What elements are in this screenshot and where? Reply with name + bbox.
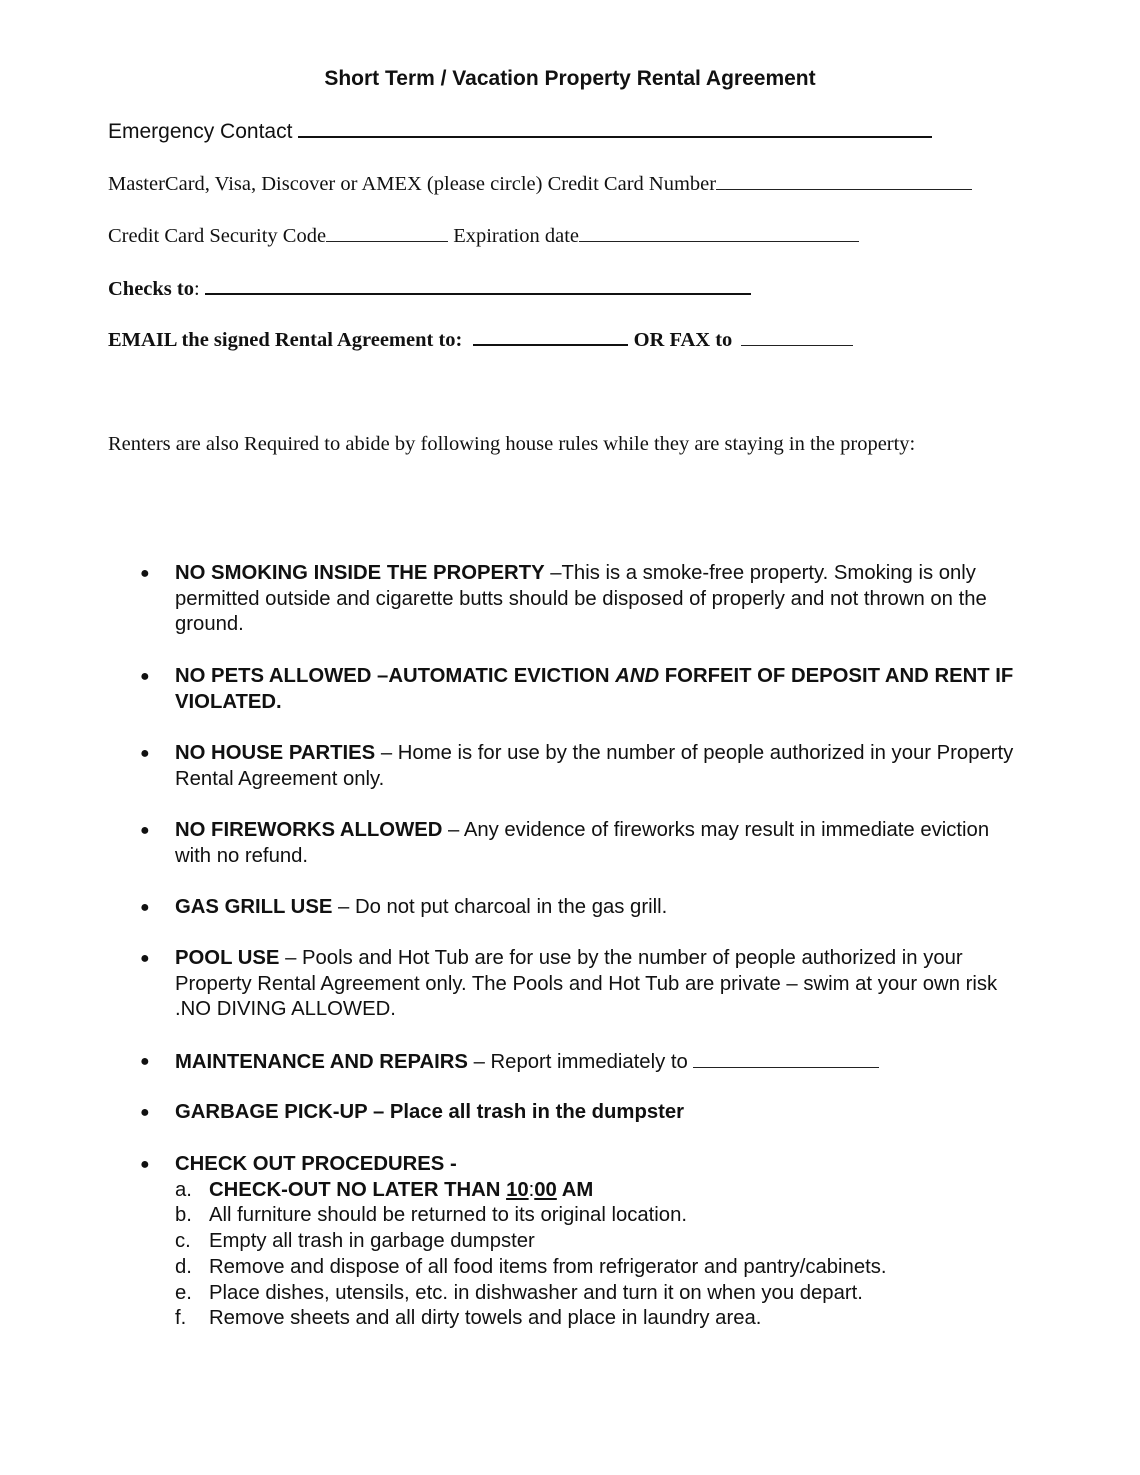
checks-row <box>108 275 751 301</box>
rule-item <box>140 741 1020 792</box>
item-letter: b. <box>175 1204 192 1227</box>
bullet-icon: ● <box>140 950 150 967</box>
security-code-label: Credit Card Security Code <box>108 225 327 247</box>
bullet-icon: ● <box>140 1053 150 1070</box>
rule-item <box>140 895 1020 921</box>
security-row <box>108 223 859 248</box>
fax-label: OR FAX to <box>633 329 733 351</box>
checkout-item <box>175 1203 1020 1229</box>
rule-item <box>140 664 1020 715</box>
checks-colon: : <box>193 278 200 300</box>
item-letter: e. <box>175 1281 192 1304</box>
credit-card-number-field[interactable] <box>716 171 972 190</box>
email-row <box>108 326 853 352</box>
item-letter: c. <box>175 1230 191 1253</box>
rule-item <box>140 1100 1020 1126</box>
credit-card-label: MasterCard, Visa, Discover or AMEX (please circle) Credit Card Number <box>108 173 717 195</box>
checkout-item <box>175 1229 1020 1255</box>
rule-text: –This is a smoke-free property. Smoking is only permitted outside and cigarette butts should be disposed of properly and not thrown on the ground. <box>175 562 987 636</box>
rule-text: – Report immediately to <box>467 1051 694 1073</box>
rule-text: – Home is for use by the number of people authorized in your Property Rental Agreement only. <box>175 742 1014 790</box>
bullet-icon: ● <box>140 1104 150 1121</box>
rule-text: – Any evidence of fireworks may result in immediate eviction with no refund. <box>175 819 990 867</box>
house-rules-intro: Renters are also Required to abide by following house rules while they are staying in the property: <box>108 433 916 455</box>
rule-lead: NO PETS ALLOWED –AUTOMATIC EVICTION <box>175 665 616 687</box>
expiration-date-label: Expiration date <box>453 225 579 247</box>
time-separator: : <box>528 1178 535 1201</box>
checkout-item <box>175 1255 1020 1281</box>
credit-card-row <box>108 171 972 196</box>
item-text: Remove sheets and all dirty towels and place in laundry area. <box>209 1307 762 1330</box>
email-label: EMAIL the signed Rental Agreement to: <box>108 329 463 351</box>
item-letter: d. <box>175 1255 192 1278</box>
rule-lead-continued: FORFEIT OF DEPOSIT AND RENT IF VIOLATED. <box>175 665 1014 713</box>
emergency-contact-row <box>108 118 932 144</box>
bullet-icon: ● <box>140 1156 150 1173</box>
checkout-item <box>175 1306 1020 1332</box>
rule-item <box>140 1049 1020 1076</box>
rule-lead: NO SMOKING INSIDE THE PROPERTY <box>175 562 545 584</box>
checkout-item <box>175 1178 1020 1204</box>
item-text: Place dishes, utensils, etc. in dishwasher and turn it on when you depart. <box>209 1281 863 1304</box>
security-code-field[interactable] <box>326 223 448 242</box>
rule-text: – Do not put charcoal in the gas grill. <box>332 896 668 918</box>
checks-to-field[interactable] <box>205 275 751 295</box>
rule-lead: NO FIREWORKS ALLOWED <box>175 819 443 841</box>
item-text: All furniture should be returned to its original location. <box>209 1204 688 1227</box>
bullet-icon: ● <box>140 668 150 685</box>
expiration-date-field[interactable] <box>579 223 859 242</box>
fax-field[interactable] <box>741 327 853 346</box>
bullet-icon: ● <box>140 565 150 582</box>
rule-item <box>140 561 1020 638</box>
bullet-icon: ● <box>140 899 150 916</box>
checks-to-label: Checks to <box>108 278 194 300</box>
rule-item-checkout <box>140 1152 1020 1332</box>
rule-lead-italic: AND <box>615 665 660 687</box>
checkout-item <box>175 1281 1020 1307</box>
document-title: Short Term / Vacation Property Rental Agreement <box>324 67 816 90</box>
rule-item <box>140 946 1020 1023</box>
rule-text: – Pools and Hot Tub are for use by the number of people authorized in your Property Rental Agreement only. The Pools and Hot Tub are private – swim at your own risk .NO DIVING ALLOWED. <box>175 947 998 1021</box>
checkout-time-text: CHECK-OUT NO LATER THAN <box>209 1178 507 1201</box>
emergency-contact-field[interactable] <box>298 118 932 138</box>
emergency-contact-label: Emergency Contact <box>108 120 293 143</box>
item-text: Empty all trash in garbage dumpster <box>209 1230 535 1253</box>
checkout-ampm: AM <box>556 1178 594 1201</box>
checkout-minute: 00 <box>534 1178 557 1201</box>
item-letter: f. <box>175 1307 187 1330</box>
checkout-hour: 10 <box>506 1178 529 1201</box>
rule-lead: CHECK OUT PROCEDURES - <box>175 1153 457 1175</box>
rule-item <box>140 818 1020 869</box>
rule-lead: POOL USE <box>175 947 280 969</box>
maintenance-contact-field[interactable] <box>693 1049 879 1068</box>
item-text: Remove and dispose of all food items from refrigerator and pantry/cabinets. <box>209 1255 887 1278</box>
rule-lead: NO HOUSE PARTIES <box>175 742 376 764</box>
bullet-icon: ● <box>140 822 150 839</box>
rule-lead: GAS GRILL USE <box>175 896 333 918</box>
bullet-icon: ● <box>140 745 150 762</box>
email-field[interactable] <box>473 326 628 346</box>
rule-lead: MAINTENANCE AND REPAIRS <box>175 1051 468 1073</box>
rule-lead: GARBAGE PICK-UP – Place all trash in the dumpster <box>175 1101 685 1123</box>
item-letter: a. <box>175 1178 192 1201</box>
